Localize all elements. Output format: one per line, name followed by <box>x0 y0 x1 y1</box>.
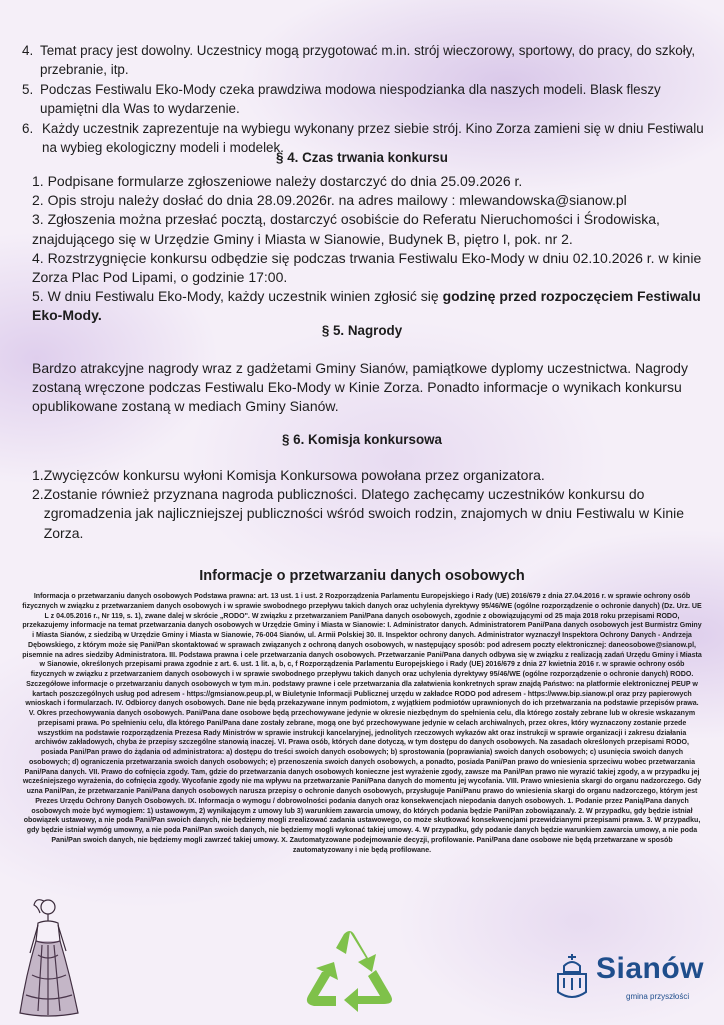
section6-item <box>32 466 704 485</box>
section6-item-number: 2. <box>32 486 44 503</box>
section6-item-number: 1. <box>32 467 44 483</box>
section4-items <box>32 172 702 326</box>
logo-tagline: gmina przyszłości <box>626 992 690 1001</box>
rule-text: Podczas Festiwalu Eko-Mody czeka prawdziwa modowa niespodzianka dla naszych modeli. Blask fleszy upamiętni dla Was to wydarzenie. <box>40 82 661 116</box>
section5-title: § 5. Nagrody <box>321 323 403 338</box>
sianow-crest-icon <box>552 952 592 1004</box>
logo-name: Sianów <box>596 952 705 985</box>
section4-item: 1. Podpisane formularze zgłoszeniowe należy dostarczyć do dnia 25.09.2026 r. <box>32 173 523 189</box>
rodo-title: Informacje o przetwarzaniu danych osobowych <box>199 568 525 584</box>
section4-item: 2. Opis stroju należy dosłać do dnia 28.09.2026r. na adres mailowy : mlewandowska@sianow.pl <box>32 192 627 209</box>
rule-text: Każdy uczestnik zaprezentuje na wybiegu wykonany przez siebie strój. Kino Zorza zamieni się w dniu Festiwalu na wybieg ekologiczny modeli i modelek. <box>42 121 704 155</box>
dress-figure-illustration <box>8 895 90 1020</box>
section4-item: 3. Zgłoszenia można przesłać pocztą, dostarczyć osobiście do Referatu Nieruchomości i Środowiska, znajdującego się w Urzędzie Gminy i Miasta w Sianowie, Budynek B, piętro I, pok. nr 2. <box>32 211 660 247</box>
section4-title: § 4. Czas trwania konkursu <box>276 150 448 165</box>
sianow-logo <box>552 948 712 1020</box>
rule-number: 5. <box>22 82 34 97</box>
section4-item5-bold: godzinę przed rozpoczęciem Festiwalu Eko-Mody. <box>32 288 701 324</box>
rule-text: Temat pracy jest dowolny. Uczestnicy mogą przygotować m.in. strój wieczorowy, sportowy, do pracy, do szkoły, przebranie, itp. <box>40 43 696 77</box>
rule-item <box>22 81 712 118</box>
section6-title: § 6. Komisja konkursowa <box>281 432 442 447</box>
section4-item5-text: 5. W dniu Festiwalu Eko-Mody, każdy uczestnik winien zgłosić się <box>32 288 443 305</box>
section4-item: 4. Rozstrzygnięcie konkursu odbędzie się podczas trwania Festiwalu Eko-Mody w dniu 02.10.2026 r. w kinie Zorza Plac Pod Lipami, o godzinie 17:00. <box>32 249 702 286</box>
section6-item-text: Zostanie również przyznana nagroda publiczności. Dlatego zachęcamy uczestników konkursu do zgromadzenia jak najliczniejszej publiczności wśród swoich rodzin, znajomych w dniu Festiwalu w Kinie Zorza. <box>43 486 685 541</box>
section5-text: Bardzo atrakcyjne nagrody wraz z gadżetami Gminy Sianów, pamiątkowe dyplomy uczestnictwa. Nagrody zostaną wręczone podczas Festiwalu Eko-Mody w Kinie Zorza. Ponadto informacje o wynikach konkursu opublikowane zostaną w mediach Gminy Sianów. <box>32 360 688 415</box>
section4-item <box>32 287 702 325</box>
section6-item-text: Zwycięzców konkursu wyłoni Komisja Konkursowa powołana przez organizatora. <box>43 467 545 483</box>
rule-item <box>22 42 712 79</box>
rules-continued <box>22 42 712 157</box>
section6-item <box>32 485 704 543</box>
rule-number: 4. <box>22 43 34 58</box>
recycle-icon <box>300 928 400 1020</box>
rule-number: 6. <box>22 121 34 136</box>
section6-items <box>32 466 704 543</box>
rodo-text: Informacja o przetwarzaniu danych osobowych Podstawa prawna: art. 13 ust. 1 i ust. 2 Rozporządzenia Parlamentu Europejskiego i Rady (UE) 2016/679 z dnia 27.04.2016 r. w sprawie ochrony osób fizycznych w związku z przetwarzaniem danych osobowych i w sprawie swobodnego przepływu takich danych oraz uchylenia dyrektywy 95/46/WE (ogólne rozporządzenie o ochronie danych) (Dz. Urz. UE L z 04.05.2016 r., Nr 119, s. 1), zwane dalej w skrócie „RODO". W związku z przetwarzaniem Pani/Pana danych osobowych, zgodnie z obowiązującymi od 25 maja 2018 roku przepisami RODO, przekazujemy informacje na temat przetwarzania danych osobowych w Urzędzie Gminy i Miasta w Sianowie: I. Administrator danych. Administratorem Pani/Pana danych osobowych jest Burmistrz Gminy i Miasta Sianów, z siedzibą w Urzędzie Gminy i Miasta w Sianowie, 76-004 Sianów, ul. Armii Polskiej 30. II. Inspektor ochrony danych. Administrator wyznaczył Inspektora Ochrony Danych - Andrzeja Dębowskiego, z którym może się Pani/Pan skontaktować w sprawach związanych z ochroną danych osobowych, w następujący sposób: pod adresem poczty elektronicznej: daneosobowe@sianow.pl, pisemnie na adres siedziby Administratora. III. Podstawa prawna i cele przetwarzania danych osobowych. Przetwarzanie Pani/Pana danych odbywa się w związku z realizacją zadań Urzędu Gminy i Miasta w Sianowie, określonych przepisami prawa zgodnie z art. 6. ust. 1 lit. a, b, c, f Rozporządzenia Parlamentu Europejskiego i Rady (UE) 2016/679 z dnia 27 kwietnia 2016 r. w sprawie ochrony osób fizycznych w związku z przetwarzaniem danych osobowych i w sprawie swobodnego przepływu takich danych oraz uchylenia dyrektywy 95/46/WE (ogólne rozporządzenie o ochronie danych) RODO. Szczegółowe informacje o przetwarzaniu danych osobowych w tym m.in. podstawy prawne i cele przetwarzania dla załatwienia konkretnych spraw znajdą Państwo: na platformie elektronicznej PEUP w kartach poszczególnych usług pod adresem - https://gmsianow.peup.pl, w Biuletynie Informacji Publicznej urzędu w zakładce RODO pod adresem - https://www.bip.sianow.pl oraz przy papierowych wnioskach i formularzach. IV. Odbiorcy danych osobowych. Dane nie będą przekazywane innym podmiotom, z wyjątkiem podmiotów uprawnionych do ich przetwarzania na podstawie przepisów prawa. V. Okres przechowywania danych osobowych. Pani/Pana dane osobowe będą przechowywane jedynie w okresie niezbędnym do spełnienia celu, dla którego zostały zebrane lub w okresie wskazanym przepisami prawa. Po spełnieniu celu, dla którego Pani/Pana dane zostały zebrane, mogą one być przechowywane jedynie w celach archiwalnych, przez okres, który wyznaczony zostanie przede wszystkim na podstawie rozporządzenia Prezesa Rady Ministrów w sprawie instrukcji kancelaryjnej, jednolitych rzeczowych wykazów akt oraz instrukcji w sprawie organizacji i zakresu działania archiwów zakładowych, chyba że przepisy szczególne stanowią inaczej. VI. Prawa osób, których dane dotyczą, w tym dostępu do danych osobowych. Na zasadach określonych przepisami RODO, posiada Pani/Pan prawo do żądania od administratora: a) dostępu do treści swoich danych osobowych; b) sprostowania (poprawiania) swoich danych osobowych; c) usunięcia swoich danych osobowych; d) ograniczenia przetwarzania swoich danych osobowych; e) przenoszenia swoich danych osobowych, a ponadto, posiada Pani/Pan prawo do wniesienia sprzeciwu wobec przetwarzania Pani/Pana danych. VII. Prawo do cofnięcia zgody. Tam, gdzie do przetwarzania danych osobowych konieczne jest wyrażenie zgody, zawsze ma Pani/Pan prawo nie wyrazić takiej zgody, a w przypadku jej wcześniejszego wyrażenia, do cofnięcia zgody. Wycofanie zgody nie ma wpływu na przetwarzanie Pani/Pana danych do momentu jej wycofania. VIII. Prawo wniesienia skargi do organu nadzorczego. Gdy uzna Pani/Pan, że przetwarzanie Pani/Pana danych osobowych narusza przepisy o ochronie danych osobowych, przysługuje Pani/Panu prawo do wniesienia skargi do organu nadzorczego, którym jest Prezes Urzędu Ochrony Danych Osobowych. IX. Informacja o wymogu / dobrowolności podania danych oraz konsekwencjach niepodania danych osobowych. 1. Podanie przez Panią/Pana danych osobowych może być wymogiem: 1) ustawowym, 2) wynikającym z umowy lub 3) warunkiem zawarcia umowy, do których podania będzie Pani/Pan zobowiązana/y. 2. W przypadku, gdy będzie istniał obowiązek ustawowy, a nie poda Pani/Pan swoich danych, nie będziemy mogli zrealizować zadania ustawowego, co może skutkować konsekwencjami przewidzianymi przepisami prawa. 3. W przypadku, gdy będzie istniał wymóg umowny, a nie poda Pani/Pan swoich danych, nie będziemy mogli wykonać takiej umowy. 4. W przypadku, gdy podanie danych będzie warunkiem zawarcia umowy, a nie poda Pani/Pan swoich danych, nie będziemy mogli zawrzeć takiej umowy. X. Zautomatyzowane podejmowanie decyzji, profilowanie. Pani/Pana dane osobowe nie będą przetwarzane w sposób zautomatyzowany i nie będą profilowane. <box>22 593 702 854</box>
